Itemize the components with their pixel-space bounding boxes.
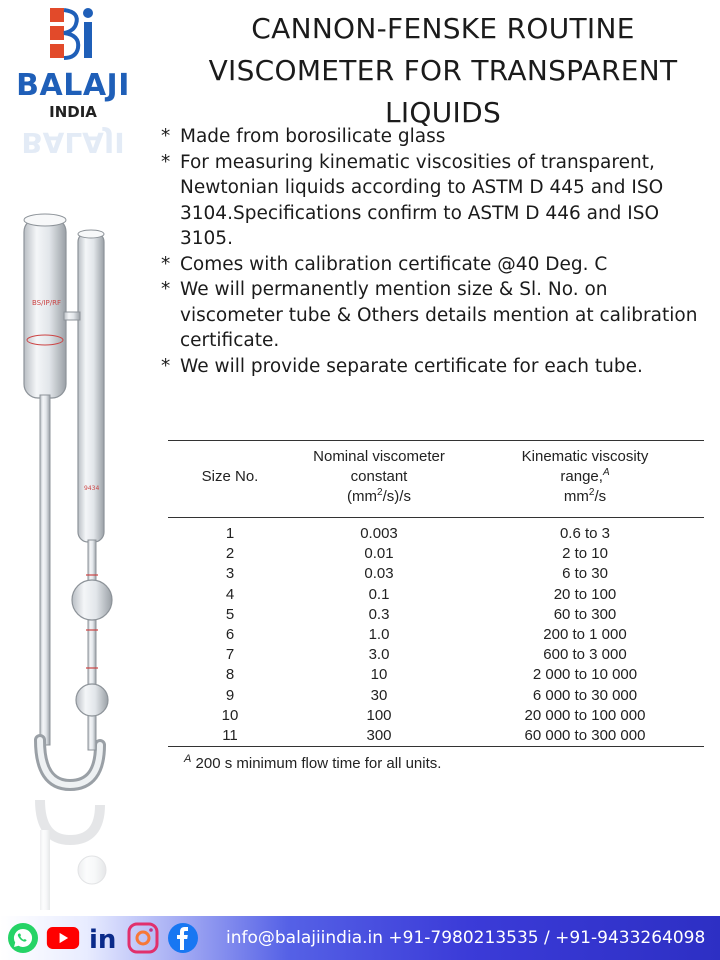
viscometer-image (0, 190, 150, 910)
table-row: 10 100 20 000 to 100 000 (221, 706, 646, 724)
table-row: 3 0.03 6 to 30 (225, 565, 608, 583)
feature-item: * Made from borosilicate glass (160, 124, 712, 150)
svg-text:in: in (89, 925, 117, 954)
brand-logo (8, 4, 138, 204)
header-constant: Nominal viscometer constant $(mm^2/s)/s$ (292, 441, 466, 518)
contact-footer (0, 916, 720, 960)
svg-text:9434: 9434 (84, 485, 100, 492)
table-row: 9 30 6 000 to 30 000 (225, 686, 638, 704)
table-row: 1 0.003 0.6 to 3 (225, 525, 611, 542)
table-row: 2 0.01 2 to 10 (225, 545, 608, 563)
instagram-icon[interactable] (126, 921, 160, 955)
feature-item: * For measuring kinematic viscosities of transparent, Newtonian liquids according to ASTM D 445 and ISO 3104.Specifications confirm to ASTM D 446 and ISO 3105. (160, 150, 712, 252)
brand-name: BALAJI (16, 68, 130, 103)
balaji-logo-mark (46, 4, 100, 64)
svg-text:BS/IP/RF: BS/IP/RF (32, 299, 62, 307)
linkedin-icon[interactable] (86, 921, 120, 955)
feature-item: * We will provide separate certificate for each tube. (160, 354, 712, 380)
facebook-icon[interactable] (166, 921, 200, 955)
title-line-2: VISCOMETER FOR TRANSPARENT (208, 54, 678, 87)
spec-table (168, 440, 704, 747)
title-line-1: CANNON-FENSKE ROUTINE (251, 12, 635, 45)
table-row: 11 300 60 000 to 300 000 (168, 726, 704, 747)
table-row: 5 0.3 60 to 300 (225, 605, 617, 623)
feature-item: * We will permanently mention size & Sl. No. on viscometer tube & Others details mention at calibration certificate. (160, 277, 712, 354)
contact-info[interactable]: info@balajiindia.in +91-7980213535 / +91-9433264098 (226, 928, 706, 948)
brand-reflection: BALAJI (21, 126, 125, 159)
feature-item: * Comes with calibration certificate @40 Deg. C (160, 252, 712, 278)
header-size: Size No. (168, 441, 292, 518)
header-range: Kinematic viscosity range,$^A$ $mm^2/s$ (466, 441, 704, 518)
table-row: 7 3.0 600 to 3 000 (225, 646, 627, 664)
brand-subtitle: INDIA (49, 103, 97, 121)
title-line-3: LIQUIDS (384, 96, 502, 129)
spec-table-container (168, 440, 704, 772)
table-row: 4 0.1 20 to 100 (225, 585, 617, 603)
table-row: 6 1.0 200 to 1 000 (225, 626, 627, 644)
youtube-icon[interactable] (46, 921, 80, 955)
whatsapp-icon[interactable] (6, 921, 40, 955)
table-footnote: $^A$ 200 s minimum flow time for all units. (184, 753, 442, 773)
social-icons (6, 921, 200, 955)
feature-list (160, 124, 712, 379)
table-row: 8 10 2 000 to 10 000 (225, 666, 638, 684)
table-header-row (168, 441, 704, 518)
page-title (180, 8, 706, 134)
